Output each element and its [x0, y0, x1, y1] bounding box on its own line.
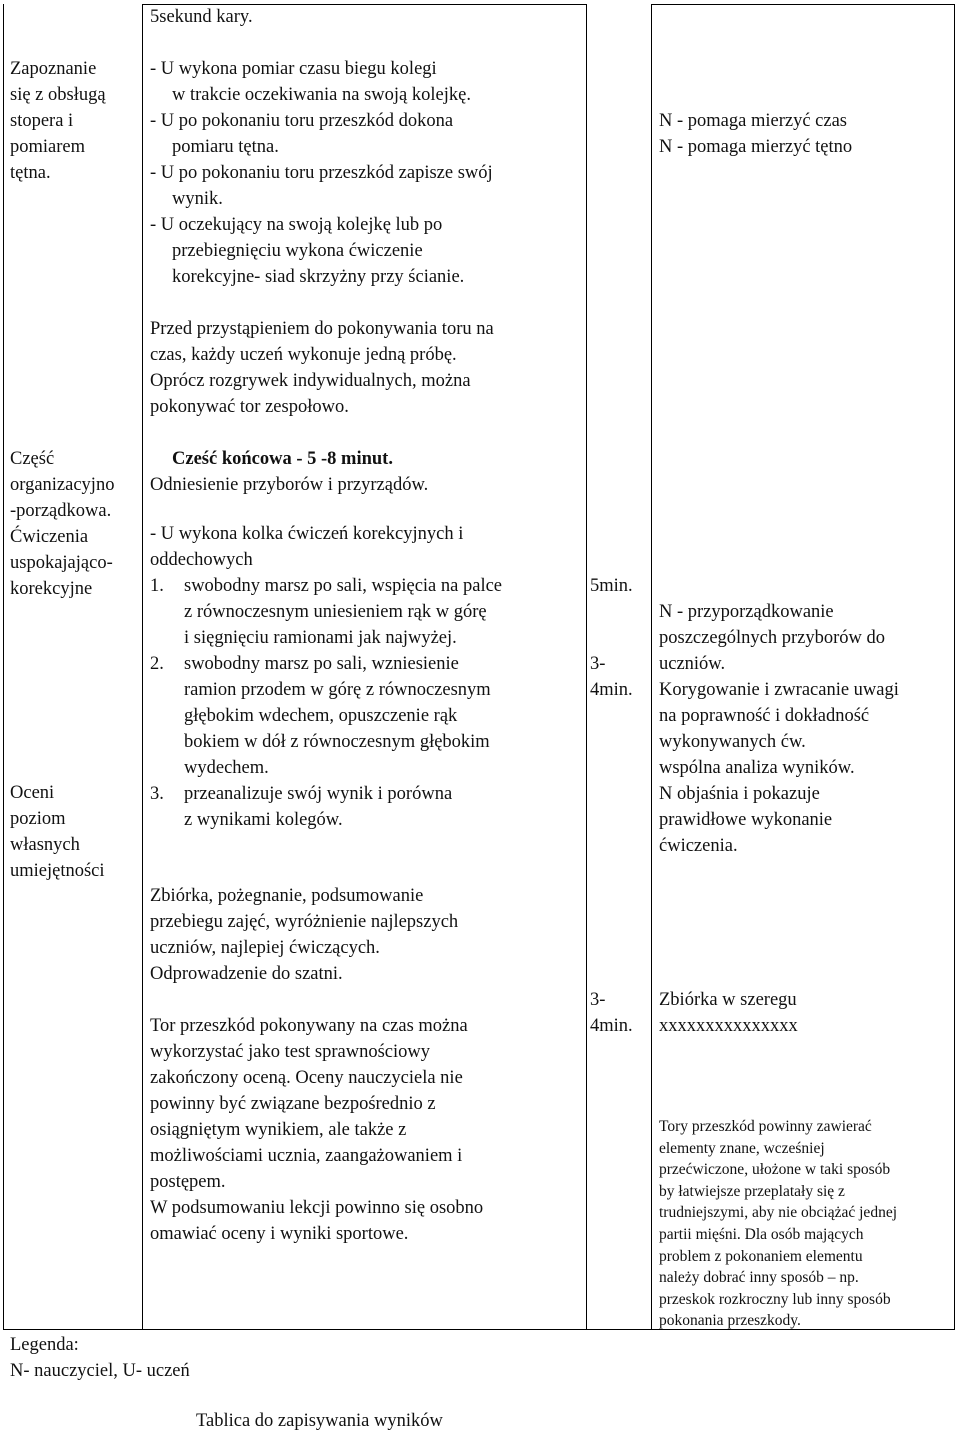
legend-text: N- nauczyciel, U- uczeń	[10, 1361, 190, 1381]
col1-line: organizacyjno	[10, 475, 115, 495]
exercise-line: bokiem w dół z równoczesnym głębokim	[184, 732, 490, 752]
task-line: pomiaru tętna.	[172, 137, 279, 157]
task-line: korekcyjne- siad skrzyżny przy ścianie.	[172, 267, 465, 287]
final-part-subtitle: Odniesienie przyborów i przyrządów.	[150, 475, 429, 495]
assessment-line: omawiać oceny i wyniki sportowe.	[150, 1224, 409, 1244]
teacher-line: uczniów.	[659, 654, 726, 674]
intro-line: oddechowych	[150, 550, 253, 570]
col1-line: uspokajająco-	[10, 553, 113, 573]
col1-topic-final	[10, 446, 114, 602]
small-note-line: by łatwiejsze przeplatały się z	[659, 1182, 845, 1200]
col2-summary	[150, 883, 458, 987]
task-line: w trakcie oczekiwania na swoją kolejkę.	[172, 85, 471, 105]
col1-line: stopera i	[10, 111, 74, 131]
small-note-line: należy dobrać inny sposób – np.	[659, 1269, 859, 1287]
col2-student-tasks	[150, 56, 493, 290]
teacher-line: Zbiórka w szeregu	[659, 990, 797, 1010]
exercise-text: przeanalizuje swój wynik i porówna	[184, 784, 453, 804]
col4-course-note	[659, 1116, 897, 1332]
time-final-part	[590, 573, 633, 599]
task-line: przebiegnięciu wykona ćwiczenie	[172, 241, 423, 261]
teacher-line: Korygowanie i zwracanie uwagi	[659, 680, 899, 700]
table-top-border-right	[651, 4, 954, 5]
exercise-number: 1.	[150, 576, 164, 596]
table-col-border-4	[651, 4, 652, 1329]
col2-final-intro	[150, 521, 463, 573]
final-part-title: Cześć końcowa - 5 -8 minut.	[172, 449, 393, 469]
col1-line: pomiarem	[10, 137, 86, 157]
small-note-line: przeskok rozkroczny lub inny sposób	[659, 1290, 891, 1308]
teacher-line: poszczególnych przyborów do	[659, 628, 886, 648]
intro-line: - U wykona kolka ćwiczeń korekcyjnych i	[150, 524, 464, 544]
assessment-line: Tor przeszkód pokonywany na czas można	[150, 1016, 468, 1036]
col1-line: -porządkowa.	[10, 501, 112, 521]
assessment-line: powinny być związane bezpośrednio z	[150, 1094, 436, 1114]
small-note-line: trudniejszymi, aby nie obciążać jednej	[659, 1204, 898, 1222]
col1-line: Oceni	[10, 783, 55, 803]
exercise-line: ramion przodem w górę z równoczesnym	[184, 680, 491, 700]
summary-line: przebiegu zajęć, wyróżnienie najlepszych	[150, 912, 459, 932]
footer-caption: Tablica do zapisywania wyników	[196, 1411, 443, 1431]
summary-line: Zbiórka, pożegnanie, podsumowanie	[150, 886, 424, 906]
teacher-line: N - przyporządkowanie	[659, 602, 834, 622]
note-line: Oprócz rozgrywek indywidualnych, można	[150, 371, 471, 391]
small-note-line: elementy znane, wcześniej	[659, 1139, 825, 1157]
col2-before-run-note	[150, 316, 494, 420]
table-col-border-5	[954, 4, 955, 1329]
time-line: 4min.	[590, 680, 633, 700]
table-col-border-1	[3, 4, 4, 1329]
teacher-line: prawidłowe wykonanie	[659, 810, 833, 830]
col2-exercise-list	[150, 573, 502, 833]
small-note-line: partii mięśni. Dla osób mających	[659, 1225, 864, 1243]
note-line: czas, każdy uczeń wykonuje jedną próbę.	[150, 345, 457, 365]
task-line: - U po pokonaniu toru przeszkód zapisze swój	[150, 163, 493, 183]
exercise-line: wydechem.	[184, 758, 269, 778]
small-note-line: Tory przeszkód powinny zawierać	[659, 1118, 872, 1135]
col2-final-part-title	[150, 446, 428, 498]
col1-line: korekcyjne	[10, 579, 93, 599]
legend-title: Legenda:	[10, 1335, 79, 1355]
time-line: 3-	[590, 990, 606, 1010]
time-summary	[590, 987, 633, 1039]
teacher-line: wspólna analiza wyników.	[659, 758, 855, 778]
exercise-line	[150, 651, 502, 677]
time-line: 4min.	[590, 1016, 633, 1036]
exercise-text: swobodny marsz po sali, wspięcia na palce	[184, 576, 503, 596]
exercise-line: głębokim wdechem, opuszczenie rąk	[184, 706, 458, 726]
teacher-line: wykonywanych ćw.	[659, 732, 806, 752]
small-note-line: pokonania przeszkody.	[659, 1312, 801, 1330]
exercise-number: 2.	[150, 654, 164, 674]
exercise-text: swobodny marsz po sali, wzniesienie	[184, 654, 459, 674]
note-line: pokonywać tor zespołowo.	[150, 397, 349, 417]
col4-zbiorka	[659, 987, 798, 1039]
teacher-line: N objaśnia i pokazuje	[659, 784, 820, 804]
col1-line: Zapoznanie	[10, 59, 97, 79]
task-line: - U po pokonaniu toru przeszkód dokona	[150, 111, 454, 131]
time-line: 3-	[590, 654, 606, 674]
teacher-line: na poprawność i dokładność	[659, 706, 870, 726]
time-line: 5min.	[590, 576, 633, 596]
col1-line: własnych	[10, 835, 80, 855]
assessment-line: zakończony oceną. Oceny nauczyciela nie	[150, 1068, 463, 1088]
col2-assessment-note	[150, 1013, 483, 1247]
teacher-line: ćwiczenia.	[659, 836, 738, 856]
col1-line: umiejętności	[10, 861, 105, 881]
assessment-line: osiągniętym wynikiem, ale także z	[150, 1120, 407, 1140]
teacher-line: N - pomaga mierzyć czas	[659, 111, 847, 131]
teacher-line: N - pomaga mierzyć tętno	[659, 137, 853, 157]
col1-line: tętna.	[10, 163, 51, 183]
summary-line: Odprowadzenie do szatni.	[150, 964, 343, 984]
col1-topic-top	[10, 56, 106, 186]
col1-topic-assessment	[10, 780, 105, 884]
exercise-line	[150, 781, 502, 807]
legend	[10, 1332, 190, 1384]
col1-line: się z obsługą	[10, 85, 106, 105]
task-line: - U wykona pomiar czasu biegu kolegi	[150, 59, 437, 79]
task-line: wynik.	[172, 189, 223, 209]
task-line: - U oczekujący na swoją kolejkę lub po	[150, 215, 443, 235]
exercise-line: z równoczesnym uniesieniem rąk w górę	[184, 602, 487, 622]
note-line: Przed przystąpieniem do pokonywania toru na	[150, 319, 494, 339]
exercise-number: 3.	[150, 784, 164, 804]
assessment-line: wykorzystać jako test sprawnościowy	[150, 1042, 431, 1062]
exercise-line: i sięgnięciu ramionami jak najwyżej.	[184, 628, 457, 648]
col4-teacher-top	[659, 108, 852, 160]
col1-line: Część	[10, 449, 55, 469]
summary-line: uczniów, najlepiej ćwiczących.	[150, 938, 380, 958]
exercise-line: z wynikami kolegów.	[184, 810, 343, 830]
col2-first-line: 5sekund kary.	[150, 7, 253, 27]
teacher-line: xxxxxxxxxxxxxxx	[659, 1016, 798, 1036]
table-col-border-2	[142, 4, 143, 1329]
assessment-line: W podsumowaniu lekcji powinno się osobno	[150, 1198, 484, 1218]
col1-line: poziom	[10, 809, 66, 829]
assessment-line: możliwościami ucznia, zaangażowaniem i	[150, 1146, 463, 1166]
time-exercises	[590, 651, 633, 703]
small-note-line: przećwiczone, ułożone w taki sposób	[659, 1161, 891, 1179]
exercise-line	[150, 573, 502, 599]
col1-line: Ćwiczenia	[10, 527, 89, 547]
col4-teacher-final	[659, 599, 899, 859]
assessment-line: postępem.	[150, 1172, 226, 1192]
small-note-line: problem z pokonaniem elementu	[659, 1247, 863, 1265]
table-col-border-3	[586, 4, 587, 1329]
